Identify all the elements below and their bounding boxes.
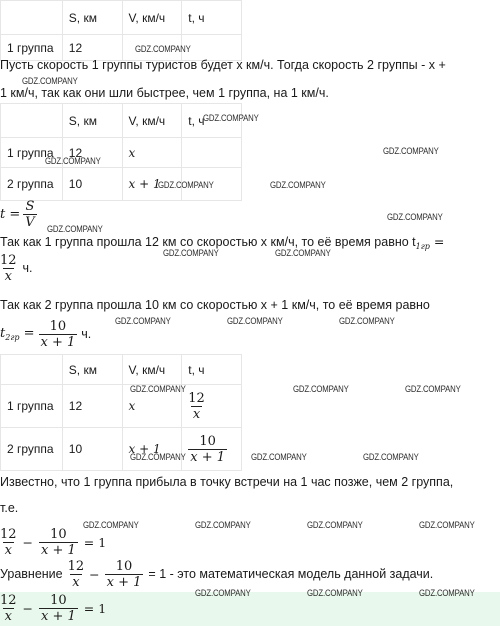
unit-hours: ч. xyxy=(22,261,33,275)
row-label: 1 группа xyxy=(1,385,63,428)
equation-rhs: = 1 xyxy=(83,600,107,616)
header-t: t, ч xyxy=(182,1,242,35)
frac-denominator: x + 1 xyxy=(40,334,76,350)
frac-denominator: x + 1 xyxy=(41,542,76,558)
frac-numerator: 12 xyxy=(0,592,17,608)
frac-numerator: 12 xyxy=(67,558,85,574)
frac-denominator: x + 1 xyxy=(106,574,142,590)
t-symbol: t xyxy=(0,326,6,341)
header-s: S, км xyxy=(62,104,122,138)
watermark: GDZ.COMPANY xyxy=(130,384,186,395)
paragraph-5-end: = 1 - это математическая модель данной задачи. xyxy=(148,567,434,581)
formula-time xyxy=(0,196,37,232)
watermark: GDZ.COMPANY xyxy=(275,248,331,259)
subscript-1gr: 1гр xyxy=(415,242,430,251)
watermark: GDZ.COMPANY xyxy=(270,180,326,191)
watermark: GDZ.COMPANY xyxy=(135,44,191,55)
frac-numerator: 10 xyxy=(50,592,67,608)
watermark: GDZ.COMPANY xyxy=(227,316,283,327)
watermark: GDZ.COMPANY xyxy=(419,520,475,531)
frac-denominator: x xyxy=(4,542,12,558)
cell-s: 12 xyxy=(62,385,122,428)
watermark: GDZ.COMPANY xyxy=(363,452,419,463)
frac-denominator: x xyxy=(4,608,12,624)
row-label: 1 группа xyxy=(1,138,63,168)
paragraph-5 xyxy=(0,556,433,592)
watermark: GDZ.COMPANY xyxy=(22,76,78,87)
frac-denominator: x + 1 xyxy=(190,449,225,465)
cell-s: 10 xyxy=(62,428,122,471)
frac-denominator: x xyxy=(72,574,80,590)
minus-sign: − xyxy=(22,534,34,550)
paragraph-2-line-2 xyxy=(0,251,33,285)
watermark: GDZ.COMPANY xyxy=(203,113,259,124)
paragraph-3-line-1: Так как 2 группа прошла 10 км со скоростью x + 1 км/ч, то её время равно xyxy=(0,298,430,312)
equation-2 xyxy=(0,590,106,626)
minus-sign: − xyxy=(22,600,34,616)
equals: = xyxy=(19,326,35,341)
watermark: GDZ.COMPANY xyxy=(195,520,251,531)
watermark: GDZ.COMPANY xyxy=(45,156,101,167)
subscript-2gr: 2гр xyxy=(5,333,20,342)
formula-lhs: t = xyxy=(0,206,21,222)
watermark: GDZ.COMPANY xyxy=(158,180,214,191)
frac-denominator: x xyxy=(4,268,12,284)
cell-v: x + 1 xyxy=(122,428,182,471)
frac-numerator: 10 xyxy=(49,318,67,334)
frac-denominator: x + 1 xyxy=(41,608,76,624)
paragraph-3-line-2 xyxy=(0,316,91,352)
paragraph-1-line-1: Пусть скорость 1 группы туристов будет x км/ч. Тогда скорость 2 группы - x + xyxy=(0,58,446,72)
frac-numerator: 10 xyxy=(115,558,133,574)
paragraph-2-line-1 xyxy=(0,234,444,255)
watermark: GDZ.COMPANY xyxy=(387,212,443,223)
watermark: GDZ.COMPANY xyxy=(307,588,363,599)
frac-numerator: 10 xyxy=(199,433,216,449)
cell-v: x xyxy=(122,138,182,168)
watermark: GDZ.COMPANY xyxy=(130,452,186,463)
paragraph-1-line-2: 1 км/ч, так как они шли быстрее, чем 1 группа, на 1 км/ч. xyxy=(0,86,329,100)
cell-v: x xyxy=(122,385,182,428)
watermark: GDZ.COMPANY xyxy=(251,452,307,463)
header-s: S, км xyxy=(62,355,122,385)
watermark: GDZ.COMPANY xyxy=(47,224,103,235)
row-label: 2 группа xyxy=(1,168,63,201)
table-1 xyxy=(0,0,242,61)
frac-numerator: 12 xyxy=(188,390,205,406)
cell-t xyxy=(182,428,242,471)
cell-s: 12 xyxy=(62,35,122,61)
paragraph-4-line-1: Известно, что 1 группа прибыла в точку встречи на 1 час позже, чем 2 группа, xyxy=(0,475,454,489)
cell-v: x + 1 xyxy=(122,168,182,201)
watermark: GDZ.COMPANY xyxy=(83,520,139,531)
watermark: GDZ.COMPANY xyxy=(293,384,349,395)
equation-rhs: = 1 xyxy=(83,534,107,550)
paragraph-2-text: Так как 1 группа прошла 12 км со скоростью x км/ч, то её время равно t xyxy=(0,235,416,249)
frac-numerator: 12 xyxy=(0,252,17,268)
formula-denominator: V xyxy=(25,214,35,230)
cell-s: 10 xyxy=(62,168,122,201)
cell-t xyxy=(182,138,242,168)
paragraph-5-start: Уравнение xyxy=(0,567,63,581)
header-s: S, км xyxy=(62,1,122,35)
paragraph-4-line-2: т.е. xyxy=(0,501,19,515)
header-t: t, ч xyxy=(182,355,242,385)
watermark: GDZ.COMPANY xyxy=(195,588,251,599)
frac-numerator: 10 xyxy=(50,526,67,542)
equals: = xyxy=(429,234,445,249)
formula-numerator: S xyxy=(25,198,35,214)
cell-s: 12 xyxy=(62,138,122,168)
watermark: GDZ.COMPANY xyxy=(307,520,363,531)
table-3 xyxy=(0,354,242,471)
watermark: GDZ.COMPANY xyxy=(383,146,439,157)
watermark: GDZ.COMPANY xyxy=(339,316,395,327)
frac-denominator: x xyxy=(192,406,201,422)
header-v: V, км/ч xyxy=(122,355,182,385)
watermark: GDZ.COMPANY xyxy=(115,316,171,327)
minus-sign: − xyxy=(89,566,100,582)
row-label: 1 группа xyxy=(1,35,63,61)
frac-numerator: 12 xyxy=(0,526,17,542)
watermark: GDZ.COMPANY xyxy=(163,248,219,259)
header-t: t, ч xyxy=(182,104,242,138)
row-label: 2 группа xyxy=(1,428,63,471)
header-v: V, км/ч xyxy=(122,104,182,138)
header-v: V, км/ч xyxy=(122,1,182,35)
watermark: GDZ.COMPANY xyxy=(419,588,475,599)
cell-t xyxy=(182,385,242,428)
watermark: GDZ.COMPANY xyxy=(405,384,461,395)
unit-hours: ч. xyxy=(81,327,92,341)
